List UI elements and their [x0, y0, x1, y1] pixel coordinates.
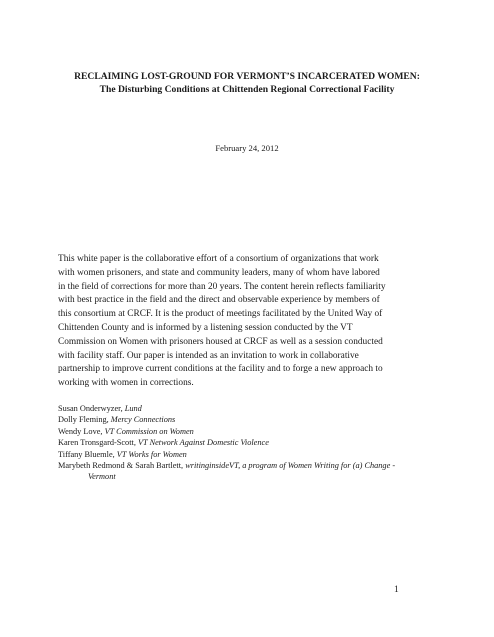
- abstract-paragraph: [58, 253, 446, 391]
- abstract-line: Commission on Women with prisoners housed at CRCF as well as a session conducted: [58, 336, 383, 347]
- signatory-name: Susan Onderwyzer,: [58, 404, 123, 413]
- signatory-organization: Lund: [124, 404, 142, 413]
- abstract-line: this consortium at CRCF. It is the product of meetings facilitated by the United Way of: [58, 309, 383, 320]
- signatory-organization: VT Network Against Domestic Violence: [137, 438, 269, 448]
- signatory-name: Tiffany Bluemle,: [58, 449, 115, 459]
- document-title: [50, 70, 444, 96]
- signatory-organization: VT Works for Women: [116, 449, 187, 459]
- signatory-name: Karen Tronsgard-Scott,: [58, 438, 136, 448]
- abstract-line: This white paper is the collaborative effort of a consortium of organizations that work: [58, 254, 379, 264]
- signatory-organization-continuation: Vermont: [88, 472, 116, 482]
- signatory-item: [58, 403, 458, 414]
- abstract-line: with facility staff. Our paper is intended as an invitation to work in collaborative: [58, 350, 359, 361]
- signatory-list: [58, 403, 458, 483]
- page-number: 1: [394, 585, 399, 595]
- abstract-line: working with women in corrections.: [58, 378, 194, 389]
- signatory-name: Marybeth Redmond & Sarah Bartlett,: [58, 461, 184, 471]
- signatory-item: [58, 460, 458, 471]
- abstract-line: partnership to improve current conditions at the facility and to forge a new approach to: [58, 364, 383, 375]
- signatory-organization: Mercy Connections: [110, 415, 176, 425]
- signatory-item: [58, 426, 458, 437]
- abstract-line: Chittenden County and is informed by a listening session conducted by the VT: [58, 322, 353, 333]
- signatory-organization: writinginsideVT, a program of Women Writing for (a) Change -: [185, 461, 396, 471]
- abstract-line: with best practice in the field and the direct and observable experience by members of: [58, 295, 380, 306]
- abstract-line: with women prisoners, and state and community leaders, many of whom have labored: [58, 267, 380, 278]
- document-date: February 24, 2012: [215, 143, 279, 153]
- signatory-item: [58, 414, 458, 425]
- signatory-item: [58, 437, 458, 448]
- signatory-item: [58, 449, 458, 460]
- signatory-organization: VT Commission on Women: [104, 426, 194, 436]
- title-line-1: RECLAIMING LOST-GROUND FOR VERMONT’S INCARCERATED WOMEN:: [74, 71, 420, 82]
- signatory-name: Dolly Fleming,: [58, 415, 109, 425]
- title-line-2: The Disturbing Conditions at Chittenden Regional Correctional Facility: [99, 84, 395, 95]
- signatory-name: Wendy Love,: [58, 426, 103, 436]
- abstract-line: in the field of corrections for more than 20 years. The content herein reflects familiarity: [58, 281, 386, 292]
